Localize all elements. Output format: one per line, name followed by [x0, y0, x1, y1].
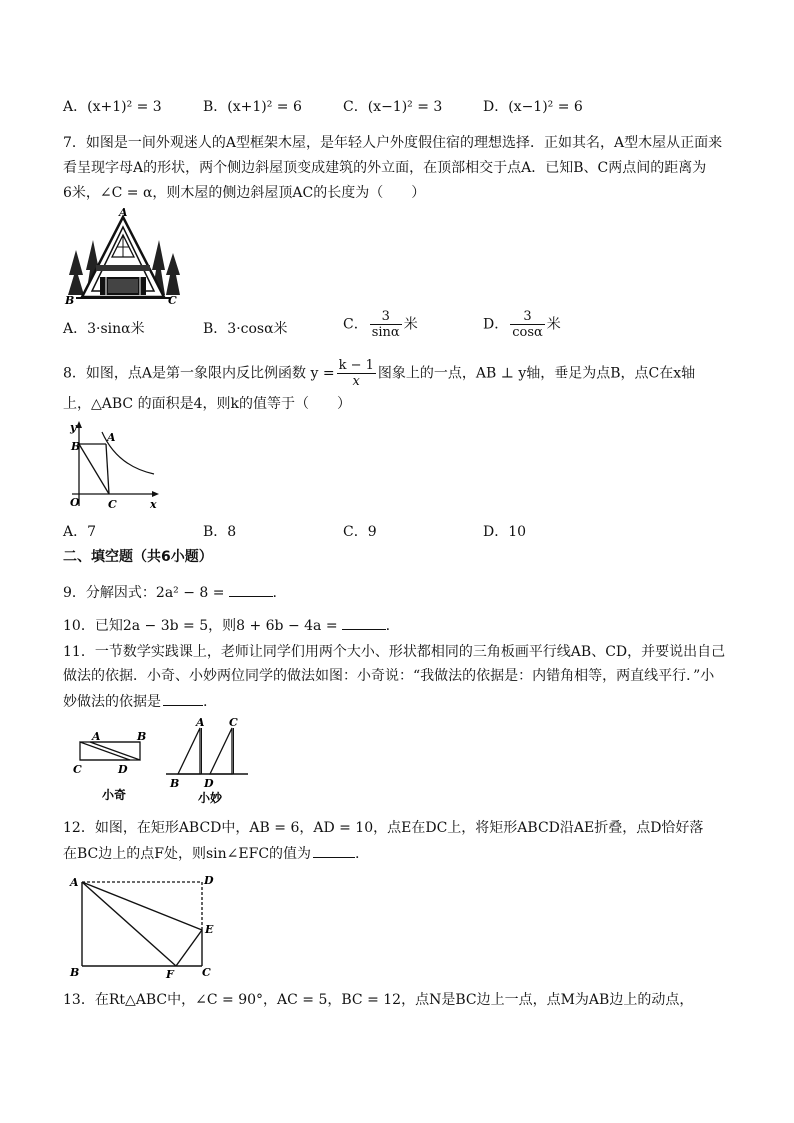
q9-answer-blank[interactable]: [229, 582, 273, 597]
q9-end: .: [272, 585, 277, 601]
q7-option-d: [483, 309, 561, 340]
q11-fig2-label-a: A: [196, 716, 205, 729]
q7-fig-label-c: C: [168, 294, 177, 305]
q12-line-2: [63, 843, 359, 864]
q12-fig-label-b: B: [70, 966, 80, 979]
q12-line-2-end: .: [355, 846, 360, 862]
q11-line-1: 11．一节数学实践课上，老师让同学们用两个大小、形状都相同的三角板画平行线AB、CD，并要说出自己: [63, 644, 726, 660]
q7-option-d-numerator: 3: [510, 309, 545, 325]
q7-option-d-unit: 米: [546, 316, 561, 333]
q10-text: 10．已知2a − 3b = 5，则8 + 6b − 4a =: [63, 618, 338, 634]
q7-line-1: 7．如图是一间外观迷人的A型框架木屋，是年轻人户外度假住宿的理想选择．正如其名，A型木屋从正面来: [63, 135, 723, 151]
q9-text: 9．分解因式：2a² − 8 =: [63, 585, 225, 601]
q7-fig-label-a: A: [119, 206, 128, 219]
q7-fig-label-b: B: [65, 294, 75, 305]
q7-option-d-prefix: D．: [483, 316, 509, 333]
q11-figures: [70, 716, 250, 808]
q11-answer-blank[interactable]: [163, 691, 203, 706]
q12-line-2-text: 在BC边上的点F处，则sin∠EFC的值为: [63, 846, 312, 862]
q8-option-c: C．9: [343, 524, 377, 540]
q7-a-frame-house-figure: [62, 205, 187, 305]
q7-option-d-fraction: [510, 309, 545, 340]
q8-fig-label-b: B: [71, 440, 81, 453]
q8-fig-label-a: A: [107, 431, 116, 444]
q6-option-d: D．(x−1)² = 6: [483, 99, 583, 115]
q11-xiaomiao-figure: [166, 716, 248, 805]
q11-fig2-caption: 小妙: [198, 791, 223, 805]
q11-fig2-label-b: B: [170, 777, 180, 790]
q8-fig-label-x: x: [150, 498, 157, 511]
q7-option-c-prefix: C．: [343, 316, 368, 333]
q11-fig1-label-c: C: [73, 763, 82, 776]
q11-fig2-label-d: D: [204, 777, 214, 790]
q8-option-a: A．7: [63, 524, 97, 540]
q9-line: [63, 582, 277, 603]
q8-fig-label-o: O: [70, 496, 80, 509]
q7-option-c-fraction: [370, 309, 402, 340]
q11-line-2: 做法的依据．小奇、小妙两位同学的做法如图：小奇说：“我做法的依据是：内错角相等，两直线平行．”小: [63, 668, 715, 684]
q8-option-d: D．10: [483, 524, 527, 540]
q7-option-b: B．3·cosα米: [203, 321, 288, 337]
q10-end: .: [385, 618, 391, 634]
q11-fig2-label-c: C: [229, 716, 238, 729]
q7-option-a: A．3·sinα米: [63, 321, 145, 337]
q11-fig1-label-b: B: [137, 730, 147, 743]
q12-fig-label-c: C: [202, 966, 211, 979]
q8-option-b: B．8: [203, 524, 237, 540]
q12-fig-label-a: A: [70, 876, 79, 889]
q7-option-d-denominator: cosα: [512, 325, 543, 340]
q7-line-3: 6米，∠C = α，则木屋的侧边斜屋顶AC的长度为（ ）: [63, 185, 426, 201]
q12-rectangle-fold-figure: [62, 870, 222, 982]
q11-fig1-caption: 小奇: [102, 788, 127, 802]
q8-coordinate-figure: [62, 418, 172, 516]
q6-option-b: B．(x+1)² = 6: [203, 99, 302, 115]
q8-line-1-end: 图象上的一点，AB ⊥ y轴，垂足为点B，点C在x轴: [377, 365, 696, 382]
q12-fig-label-f: F: [166, 968, 174, 981]
q11-xiaoqi-figure: [73, 730, 146, 802]
q8-line-1: [63, 358, 695, 389]
q11-line-3: [63, 691, 207, 712]
q10-answer-blank[interactable]: [342, 615, 386, 630]
q11-line-3-end: .: [203, 694, 208, 710]
q8-fraction-numerator: k − 1: [338, 358, 374, 373]
q7-option-c-unit: 米: [403, 316, 418, 333]
q6-option-c: C．(x−1)² = 3: [343, 99, 443, 115]
q13-line-1: 13．在Rt△ABC中，∠C = 90°，AC = 5，BC = 12，点N是BC边上一点，点M为AB边上的动点，: [63, 992, 694, 1008]
q11-fig1-label-a: A: [92, 730, 101, 743]
q7-line-2: 看呈现字母A的形状，两个侧边斜屋顶变成建筑的外立面，在顶部相交于点A．已知B、C两点间的距离为: [63, 160, 707, 176]
q12-answer-blank[interactable]: [313, 843, 355, 858]
q11-fig1-label-d: D: [118, 763, 128, 776]
q8-fig-label-y: y: [70, 421, 77, 434]
q12-fig-label-e: E: [205, 923, 214, 936]
section-2-heading: 二、填空题（共6小题）: [63, 549, 213, 565]
q11-line-3-text: 妙做法的依据是: [63, 694, 161, 710]
q7-option-c: [343, 309, 418, 340]
q12-fig-label-d: D: [204, 874, 214, 887]
q6-option-a: A．(x+1)² = 3: [63, 99, 162, 115]
q10-line: [63, 615, 390, 636]
q8-function-fraction: [337, 358, 376, 389]
q8-line-1-start: 8．如图，点A是第一象限内反比例函数 y =: [63, 365, 335, 382]
q8-fraction-denominator: x: [352, 374, 360, 389]
q8-line-2: 上，△ABC 的面积是4，则k的值等于（ ）: [63, 396, 351, 412]
q7-option-c-denominator: sinα: [371, 325, 400, 340]
q12-line-1: 12．如图，在矩形ABCD中，AB = 6，AD = 10，点E在DC上，将矩形ABCD沿AE折叠，点D恰好落: [63, 820, 704, 836]
q7-option-c-numerator: 3: [370, 309, 402, 325]
q8-fig-label-c: C: [108, 498, 117, 511]
